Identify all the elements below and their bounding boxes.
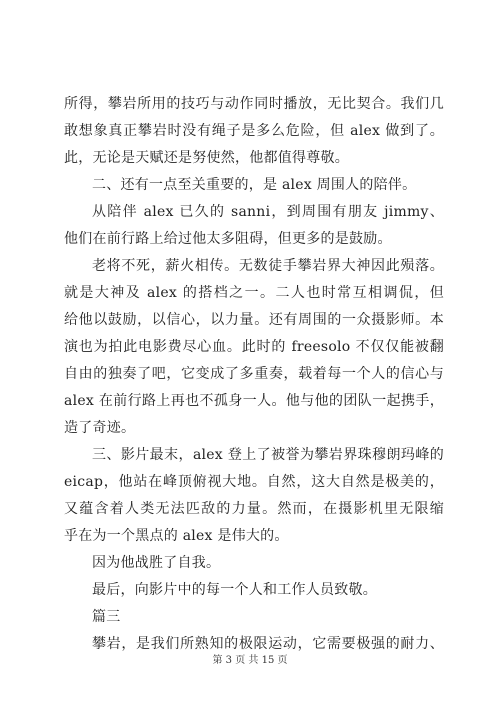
- text-line: 攀岩，是我们所熟知的极限运动，它需要极强的耐力、: [92, 636, 444, 652]
- text-line: 最后，向影片中的每一个人和工作人员致敬。: [92, 582, 377, 598]
- text-line: 演也为拍此电影费尽心血。此时的 freesolo 不仅仅能被翻: [64, 339, 444, 355]
- text-line: 因为他战胜了自我。: [92, 555, 221, 571]
- body-text: [64, 91, 444, 658]
- text-line: 他们在前行路上给过他太多阻碍，但更多的是鼓励。: [64, 231, 392, 247]
- text-line: 乎在为一个黑点的 alex 是伟大的。: [64, 528, 289, 544]
- text-line: 造了奇迹。: [64, 420, 136, 436]
- text-line: eicap，他站在峰顶俯视大地。自然，这大自然是极美的，: [64, 474, 444, 490]
- text-line: 给他以鼓励，以信心，以力量。还有周围的一众摄影师。本: [64, 312, 444, 328]
- text-line: 篇三: [92, 609, 121, 625]
- text-line: alex 在前行路上再也不孤身一人。他与他的团队一起携手，: [64, 393, 444, 409]
- text-line: 老将不死，薪火相传。无数徒手攀岩界大神因此殒落。: [92, 258, 444, 274]
- page-number-footer: 第 3 页 共 15 页: [212, 655, 288, 666]
- text-line: 此，无论是天赋还是努使然，他都值得尊敬。: [64, 150, 349, 166]
- text-line: 所得，攀岩所用的技巧与动作同时播放，无比契合。我们几: [64, 96, 444, 112]
- text-line: 自由的独奏了吧，它变成了多重奏，载着每一个人的信心与: [64, 366, 444, 382]
- text-line: 从陪伴 alex 已久的 sanni，到周围有朋友 jimmy、: [92, 204, 444, 220]
- text-line: 就是大神及 alex 的搭档之一。二人也时常互相调侃，但: [64, 285, 444, 301]
- text-line: 二、还有一点至关重要的，是 alex 周围人的陪伴。: [92, 177, 417, 193]
- text-line: 三、影片最末，alex 登上了被誉为攀岩界珠穆朗玛峰的: [92, 447, 444, 463]
- text-line: 又蕴含着人类无法匹敌的力量。然而，在摄影机里无限缩: [64, 501, 444, 517]
- text-line: 敢想象真正攀岩时没有绳子是多么危险，但 alex 做到了。: [64, 123, 444, 139]
